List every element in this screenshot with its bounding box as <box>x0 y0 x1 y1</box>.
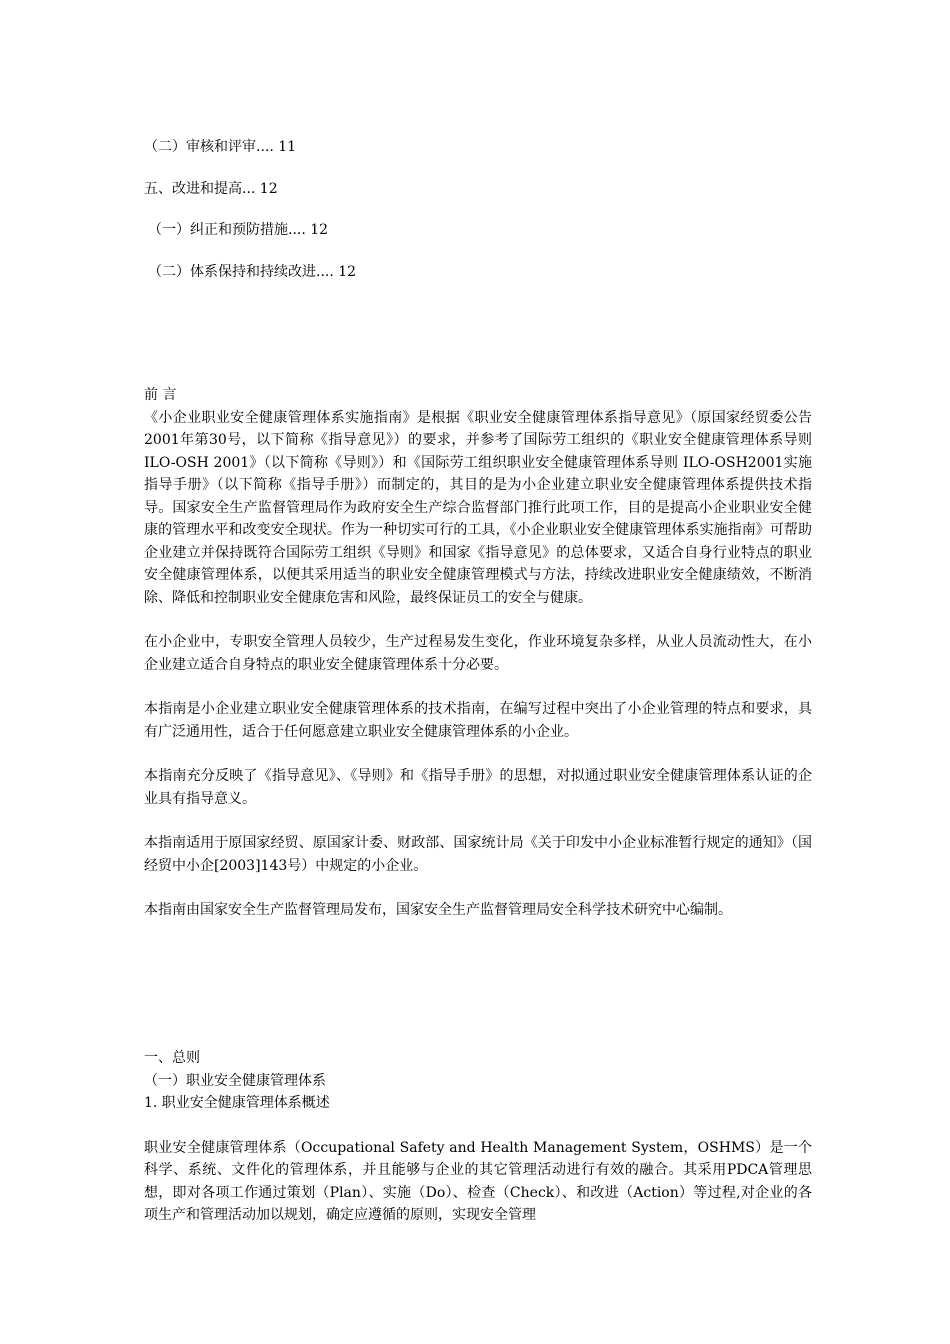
general-section <box>144 1047 812 1227</box>
body-paragraph: 职业安全健康管理体系（Occupational Safety and Health Management System，OSHMS）是一个科学、系统、文件化的管理体系，并且能够与企业的其它管理活动进行有效的融合。其采用PDCA管理思想，即对各项工作通过策划（Plan）、实施（Do）、检查（Check）、和改进（Action）等过程,对企业的各项生产和管理活动加以规划，确定应遵循的原则，实现安全管理 <box>144 1139 812 1223</box>
preface-title: 前 言 <box>144 387 177 403</box>
section-heading: 一、总则 <box>144 1050 200 1066</box>
preface-paragraph: 在小企业中，专职安全管理人员较少，生产过程易发生变化，作业环境复杂多样，从业人员流动性大，在小企业建立适合自身特点的职业安全健康管理体系十分必要。 <box>144 634 812 673</box>
subsubsection-heading: 1. 职业安全健康管理体系概述 <box>144 1095 330 1111</box>
preface-paragraph: 本指南适用于原国家经贸、原国家计委、财政部、国家统计局《关于印发中小企业标准暂行规定的通知》（国经贸中小企[2003]143号）中规定的小企业。 <box>144 835 812 874</box>
preface-paragraph: 本指南是小企业建立职业安全健康管理体系的技术指南，在编写过程中突出了小企业管理的特点和要求，具有广泛通用性，适合于任何愿意建立职业安全健康管理体系的小企业。 <box>144 701 812 740</box>
preface-paragraph: 《小企业职业安全健康管理体系实施指南》是根据《职业安全健康管理体系指导意见》（原国家经贸委公告2001年第30号，以下简称《指导意见》）的要求，并参考了国际劳工组织的《职业安全健康管理体系导则 ILO-OSH 2001》（以下简称《导则》）和《国际劳工组织职业安全健康管理体系导则 ILO-OSH2001实施指导手册》（以下简称《指导手册》）而制定的，其目的是为小企业建立职业安全健康管理体系提供技术指导。国家安全生产监督管理局作为政府安全生产综合监督部门推行此项工作，目的是提高小企业职业安全健康的管理水平和改变安全现状。作为一种切实可行的工具，《小企业职业安全健康管理体系实施指南》可帮助企业建立并保持既符合国际劳工组织《导则》和国家《指导意见》的总体要求，又适合自身行业特点的职业安全健康管理体系，以便其采用适当的职业安全健康管理模式与方法，持续改进职业安全健康绩效，不断消除、降低和控制职业安全健康危害和风险，最终保证员工的安全与健康。 <box>144 409 812 606</box>
toc-entry: （二）体系保持和持续改进.... 12 <box>148 264 357 280</box>
preface-paragraph: 本指南由国家安全生产监督管理局发布，国家安全生产监督管理局安全科学技术研究中心编制。 <box>144 902 732 918</box>
subsection-heading: （一）职业安全健康管理体系 <box>144 1072 326 1089</box>
preface-paragraph: 本指南充分反映了《指导意见》、《导则》和《指导手册》的思想，对拟通过职业安全健康管理体系认证的企业具有指导意义。 <box>144 768 812 807</box>
toc-entry: （一）纠正和预防措施.... 12 <box>148 222 329 238</box>
preface-section <box>144 384 812 922</box>
toc-entry: （二）审核和评审.... 11 <box>144 139 297 155</box>
toc-entry: 五、改进和提高... 12 <box>144 181 278 197</box>
